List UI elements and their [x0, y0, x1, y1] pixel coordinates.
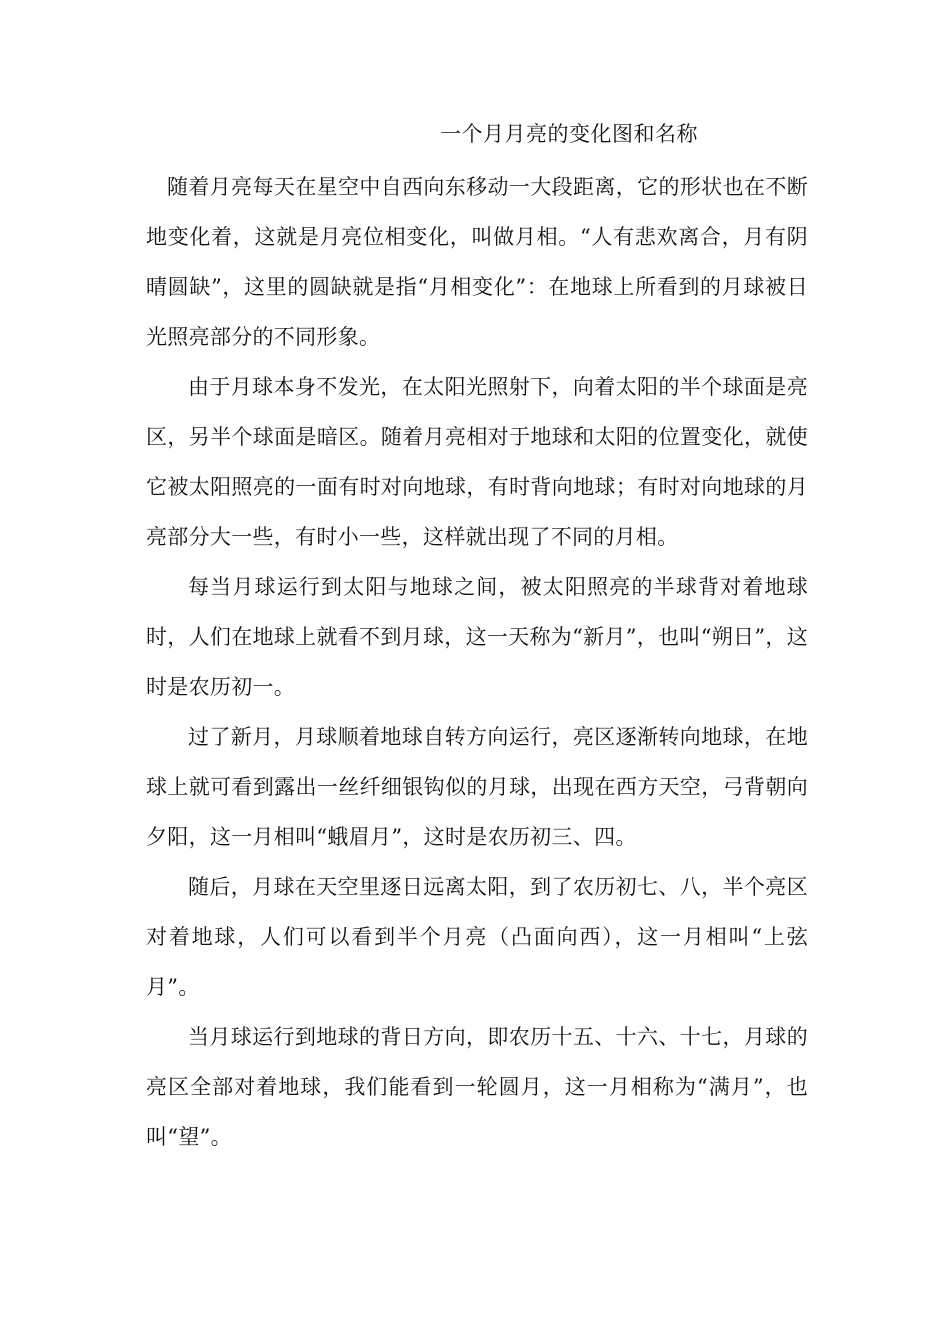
document-title: 一个月月亮的变化图和名称	[440, 122, 698, 146]
paragraph-first-quarter: 随后，月球在天空里逐日远离太阳，到了农历初七、八，半个亮区对着地球，人们可以看到半个月亮（凸面向西），这一月相叫“上弦月”。	[146, 875, 808, 999]
paragraph-moon-phase-intro: 随着月亮每天在星空中自西向东移动一大段距离，它的形状也在不断地变化着，这就是月亮位相变化，叫做月相。“人有悲欢离合，月有阴晴圆缺”，这里的圆缺就是指“月相变化”：在地球上所看到的月球被日光照亮部分的不同形象。	[146, 175, 808, 349]
paragraph-new-moon: 每当月球运行到太阳与地球之间，被太阳照亮的半球背对着地球时，人们在地球上就看不到月球，这一天称为“新月”，也叫“朔日”，这时是农历初一。	[146, 575, 808, 699]
paragraph-light-dark-areas: 由于月球本身不发光，在太阳光照射下，向着太阳的半个球面是亮区，另半个球面是暗区。随着月亮相对于地球和太阳的位置变化，就使它被太阳照亮的一面有时对向地球，有时背向地球；有时对向地球的月亮部分大一些，有时小一些，这样就出现了不同的月相。	[146, 375, 808, 549]
paragraph-full-moon: 当月球运行到地球的背日方向，即农历十五、十六、十七，月球的亮区全部对着地球，我们能看到一轮圆月，这一月相称为“满月”，也叫“望”。	[146, 1025, 808, 1149]
paragraph-crescent-moon: 过了新月，月球顺着地球自转方向运行，亮区逐渐转向地球，在地球上就可看到露出一丝纤细银钩似的月球，出现在西方天空，弓背朝向夕阳，这一月相叫“蛾眉月”，这时是农历初三、四。	[146, 725, 808, 849]
document-body	[146, 162, 808, 1162]
